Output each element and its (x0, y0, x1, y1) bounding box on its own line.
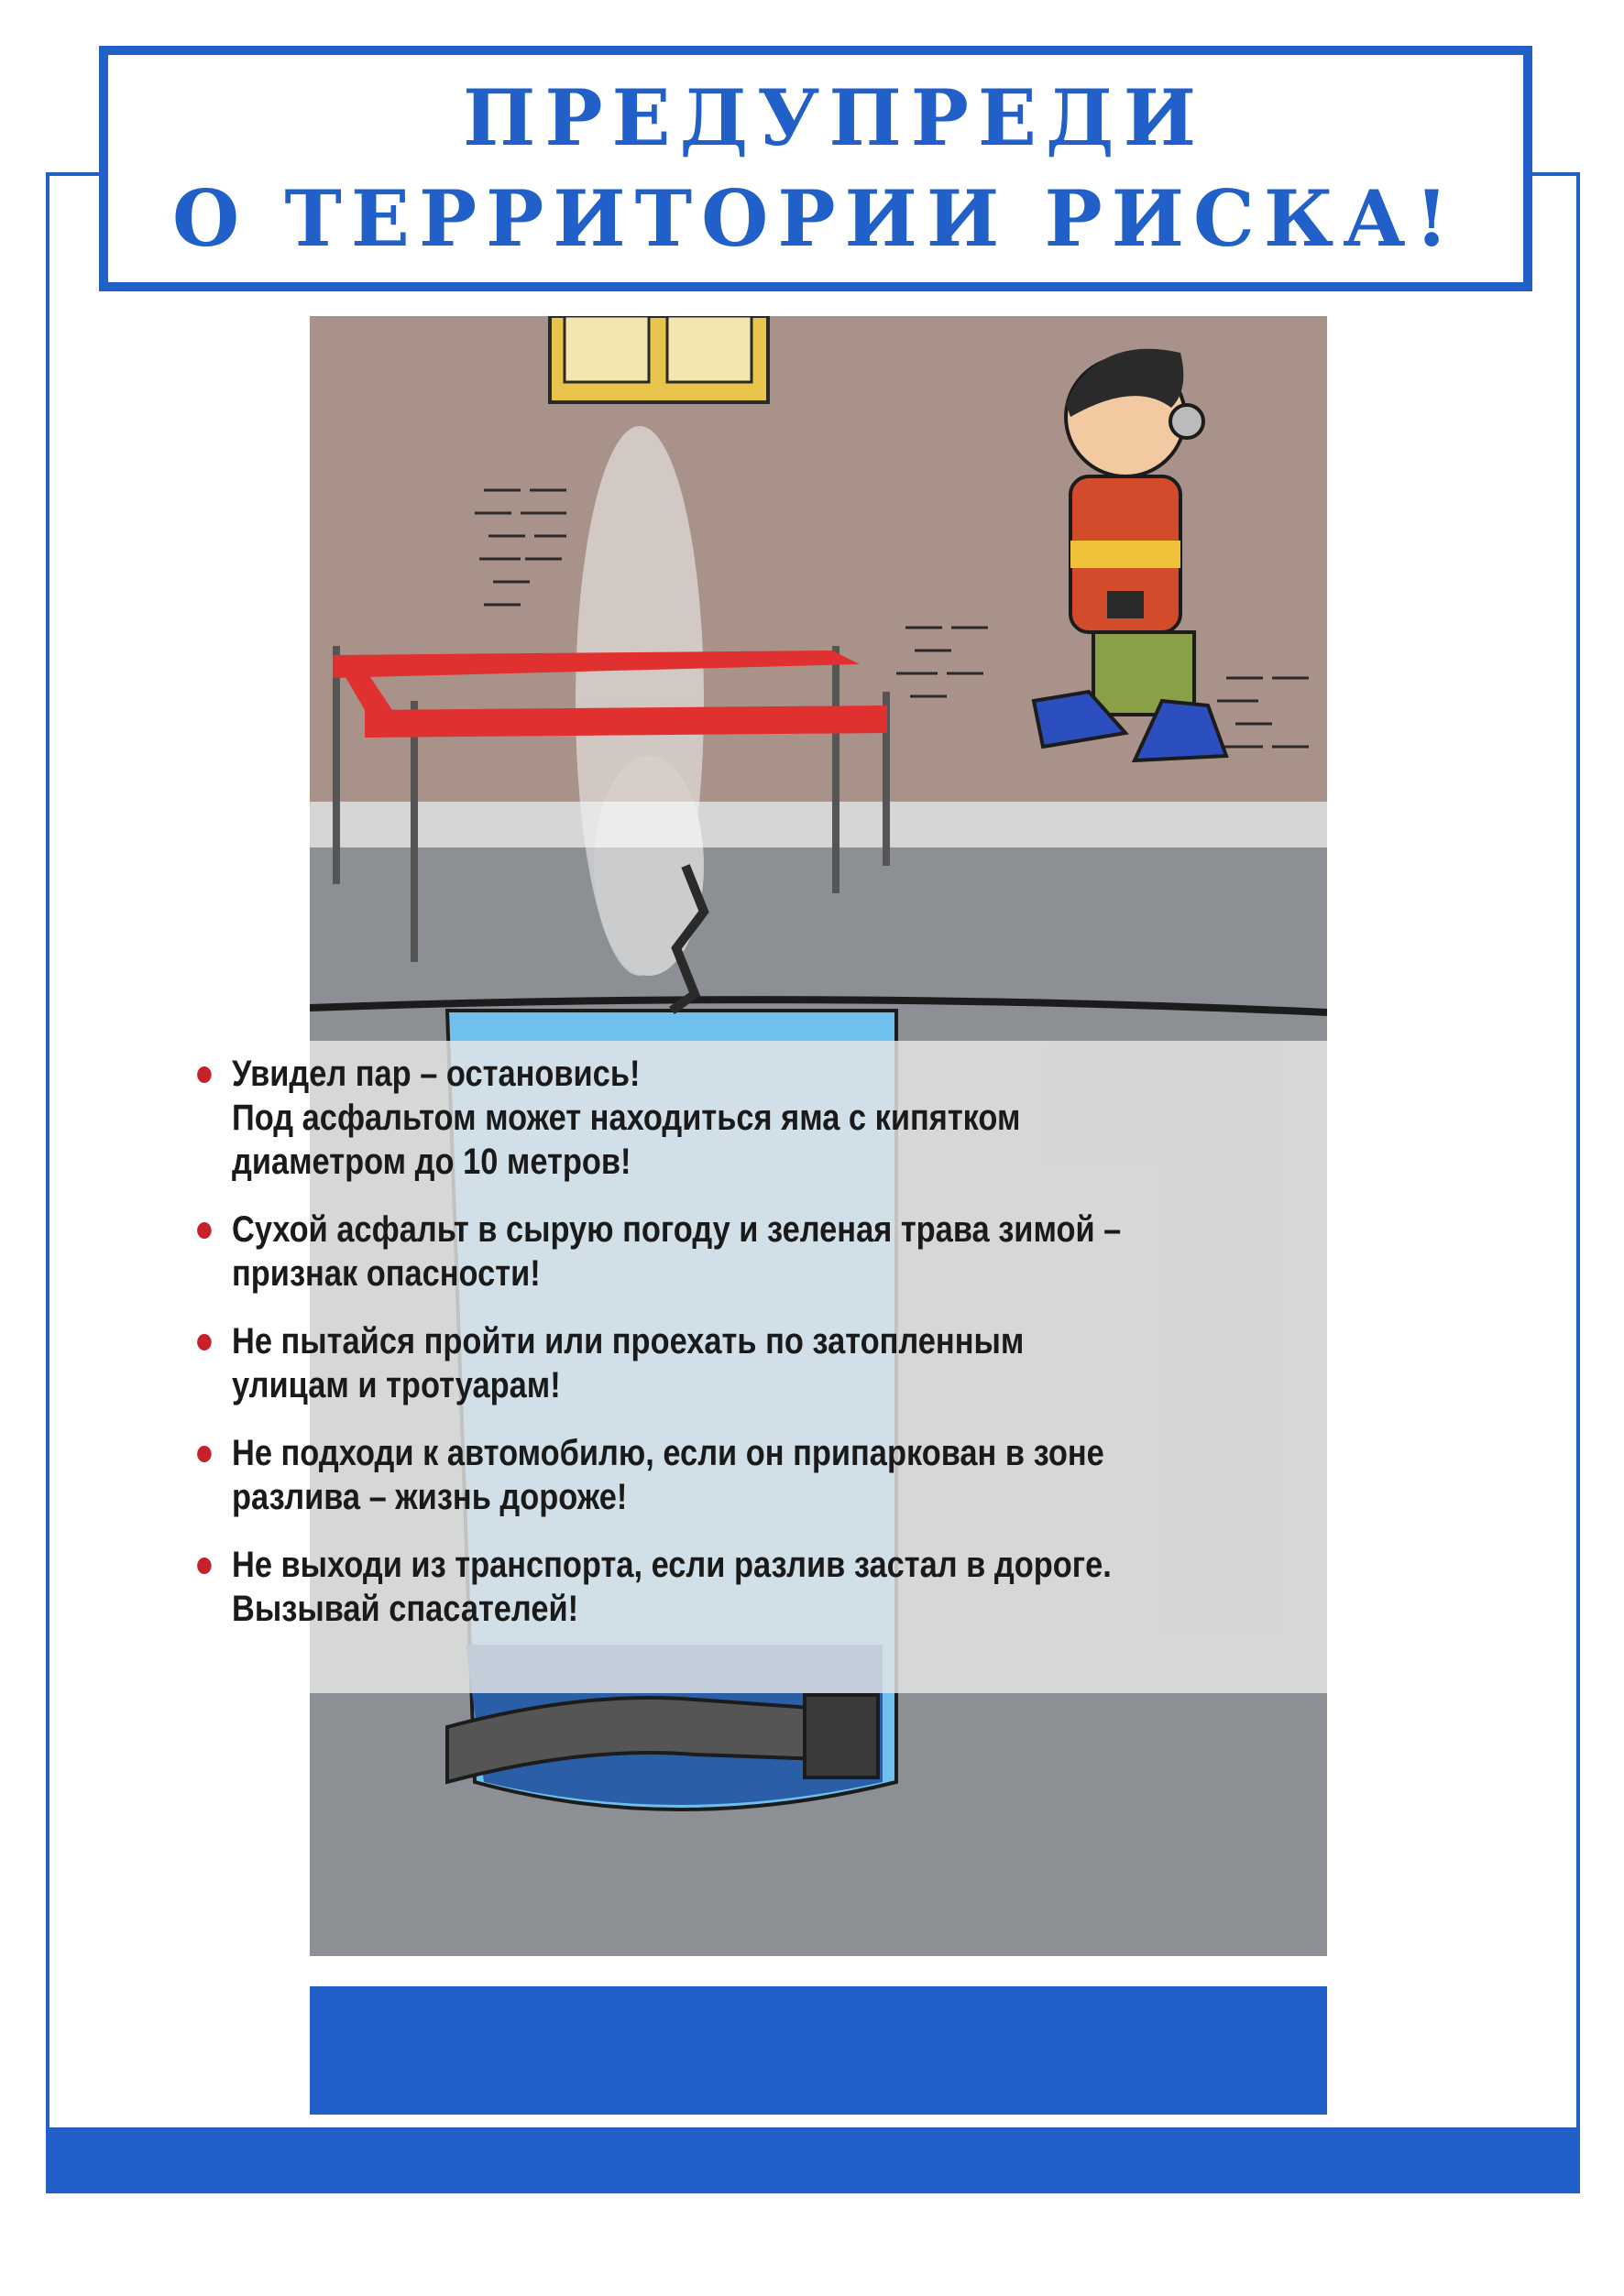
title-box (99, 46, 1532, 291)
rule-item (192, 1208, 1327, 1296)
rule-item (192, 1431, 1327, 1519)
bullet-dot-icon (197, 1558, 211, 1574)
steam (576, 426, 704, 976)
bullet-dot-icon (197, 1066, 211, 1083)
footer-blue-bar (310, 1986, 1327, 2115)
bullet-dot-icon (197, 1446, 211, 1462)
curb (310, 802, 1327, 847)
window (550, 316, 768, 402)
title-line-2: О ТЕРРИТОРИИ РИСКА! (172, 173, 1458, 264)
rule-text: Увидел пар – остановись! Под асфальтом может находиться яма с кипятком диаметром до 10 метров! (232, 1054, 1021, 1182)
title-line-1: ПРЕДУПРЕДИ (463, 72, 1205, 163)
bullet-dot-icon (197, 1334, 211, 1350)
rule-text: Не подходи к автомобилю, если он припаркован в зоне разлива – жизнь дороже! (232, 1433, 1104, 1517)
rule-text: Сухой асфальт в сырую погоду и зеленая трава зимой – признак опасности! (232, 1209, 1122, 1294)
rule-text: Не выходи из транспорта, если разлив застал в дороге. Вызывай спасателей! (232, 1545, 1112, 1629)
rule-item (192, 1052, 1327, 1184)
rule-item (192, 1319, 1327, 1407)
bottom-blue-band (46, 2127, 1580, 2193)
rule-item (192, 1543, 1327, 1631)
rule-text: Не пытайся пройти или проехать по затопленным улицам и тротуарам! (232, 1321, 1025, 1405)
bullet-dot-icon (197, 1222, 211, 1239)
safety-rules-list (192, 1052, 1512, 1655)
